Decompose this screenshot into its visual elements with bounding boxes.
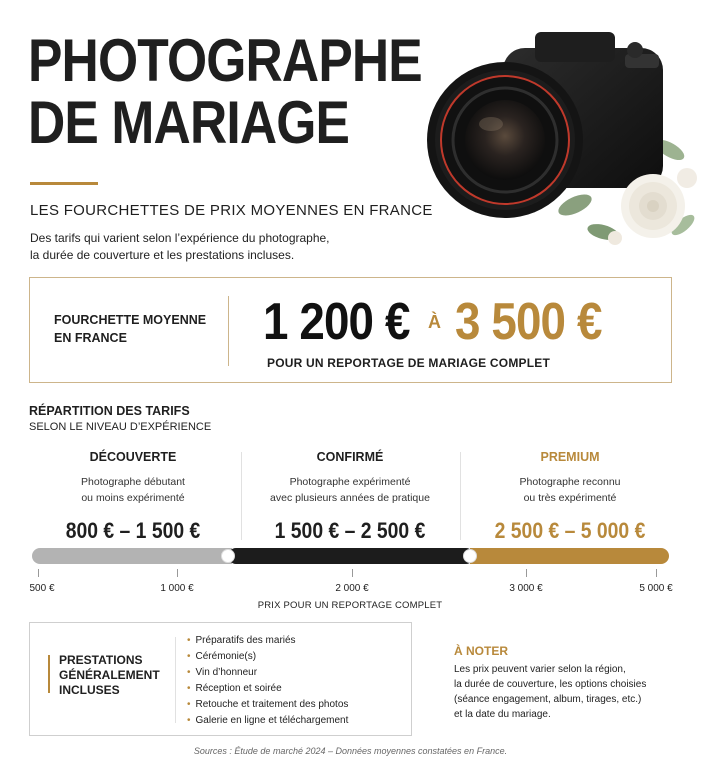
tier-name: PREMIUM	[540, 450, 600, 464]
tier-price: 2 500 € – 5 000 €	[494, 518, 646, 543]
note-line-3: (séance engagement, album, tirages, etc.)	[454, 694, 642, 705]
axis-tick-label: 2 000 €	[335, 583, 369, 594]
tier-description	[240, 474, 460, 506]
list-item: • Préparatifs des mariés	[187, 633, 348, 649]
included-divider	[175, 637, 176, 723]
camera-with-flowers-icon	[425, 10, 701, 260]
tier-price: 1 500 € – 2 500 €	[274, 518, 426, 543]
axis-tick-label: 5 000 €	[639, 583, 673, 594]
axis-tick	[177, 569, 178, 577]
tier-premium	[460, 450, 680, 544]
tier-name: CONFIRMÉ	[316, 450, 384, 464]
tier-description-line-2: avec plusieurs années de pratique	[270, 492, 430, 504]
tier-confirme	[240, 450, 460, 544]
price-bar-marker	[463, 549, 477, 563]
price-bar-decouverte	[32, 548, 232, 564]
title-underline	[30, 182, 98, 185]
average-range-label	[54, 311, 206, 347]
axis-tick	[656, 569, 657, 577]
title-line-1: PHOTOGRAPHE	[28, 27, 422, 94]
intro-line-2: la durée de couverture et les prestations incluses.	[30, 248, 295, 262]
axis-tick-label: 3 000 €	[509, 583, 543, 594]
included-accent-bar	[48, 655, 50, 693]
tier-description-line-1: Photographe débutant	[81, 476, 185, 488]
note-line-2: la durée de couverture, les options choisies	[454, 679, 647, 690]
included-services-box	[29, 622, 412, 736]
axis-caption: PRIX POUR UN REPORTAGE COMPLET	[257, 600, 443, 611]
note-text	[454, 662, 646, 722]
axis-tick-label: 500 €	[29, 583, 55, 594]
included-title-line-2: GÉNÉRALEMENT	[59, 668, 160, 682]
tier-description	[460, 474, 680, 506]
breakdown-title: RÉPARTITION DES TARIFS	[29, 404, 190, 418]
price-bar-marker	[221, 549, 235, 563]
tier-description-line-1: Photographe expérimenté	[289, 476, 411, 488]
intro-line-1: Des tarifs qui varient selon l’expérience du photographe,	[30, 231, 330, 245]
axis-tick	[38, 569, 39, 577]
list-item: • Cérémonie(s)	[187, 649, 348, 665]
tier-price: 800 € – 1 500 €	[65, 518, 201, 543]
average-price-row	[263, 292, 622, 352]
tier-description	[23, 474, 243, 506]
breakdown-subtitle: SELON LE NIVEAU D’EXPÉRIENCE	[29, 421, 212, 433]
included-title-line-3: INCLUSES	[59, 683, 120, 697]
average-range-label-line-2: EN FRANCE	[54, 331, 127, 345]
average-range-box	[29, 277, 672, 383]
tier-description-line-2: ou très expérimenté	[523, 492, 617, 504]
tier-description-line-2: ou moins expérimenté	[81, 492, 185, 504]
list-item: • Réception et soirée	[187, 681, 348, 697]
average-range-label-line-1: FOURCHETTE MOYENNE	[54, 313, 207, 327]
range-divider	[228, 296, 229, 366]
note-line-1: Les prix peuvent varier selon la région,	[454, 664, 626, 675]
tier-description-line-1: Photographe reconnu	[519, 476, 621, 488]
sources-footnote: Sources : Étude de marché 2024 – Données moyennes constatées en France.	[193, 746, 508, 756]
list-item: • Galerie en ligne et téléchargement	[187, 713, 348, 729]
axis-tick-label: 1 000 €	[160, 583, 194, 594]
title-line-2: DE MARIAGE	[28, 89, 350, 156]
list-item: • Retouche et traitement des photos	[187, 697, 348, 713]
price-separator: À	[427, 311, 441, 332]
note-line-4: et la date du mariage.	[454, 709, 551, 720]
axis-tick	[352, 569, 353, 577]
included-services-title	[59, 653, 160, 698]
axis-tick	[526, 569, 527, 577]
tier-name: DÉCOUVERTE	[89, 450, 177, 464]
intro-text	[30, 230, 330, 264]
list-item: • Vin d’honneur	[187, 665, 348, 681]
included-services-list	[187, 633, 348, 729]
average-range-caption: POUR UN REPORTAGE DE MARIAGE COMPLET	[267, 356, 550, 370]
included-title-line-1: PRESTATIONS	[59, 653, 143, 667]
average-max-price: 3 500 €	[455, 293, 602, 351]
note-title: À NOTER	[454, 644, 508, 658]
average-min-price: 1 200 €	[263, 293, 410, 351]
tier-decouverte	[23, 450, 243, 544]
price-bar-confirme	[228, 548, 474, 564]
page-title	[28, 27, 422, 156]
page-subtitle: LES FOURCHETTES DE PRIX MOYENNES EN FRANCE	[30, 202, 433, 219]
price-bar-premium	[470, 548, 669, 564]
